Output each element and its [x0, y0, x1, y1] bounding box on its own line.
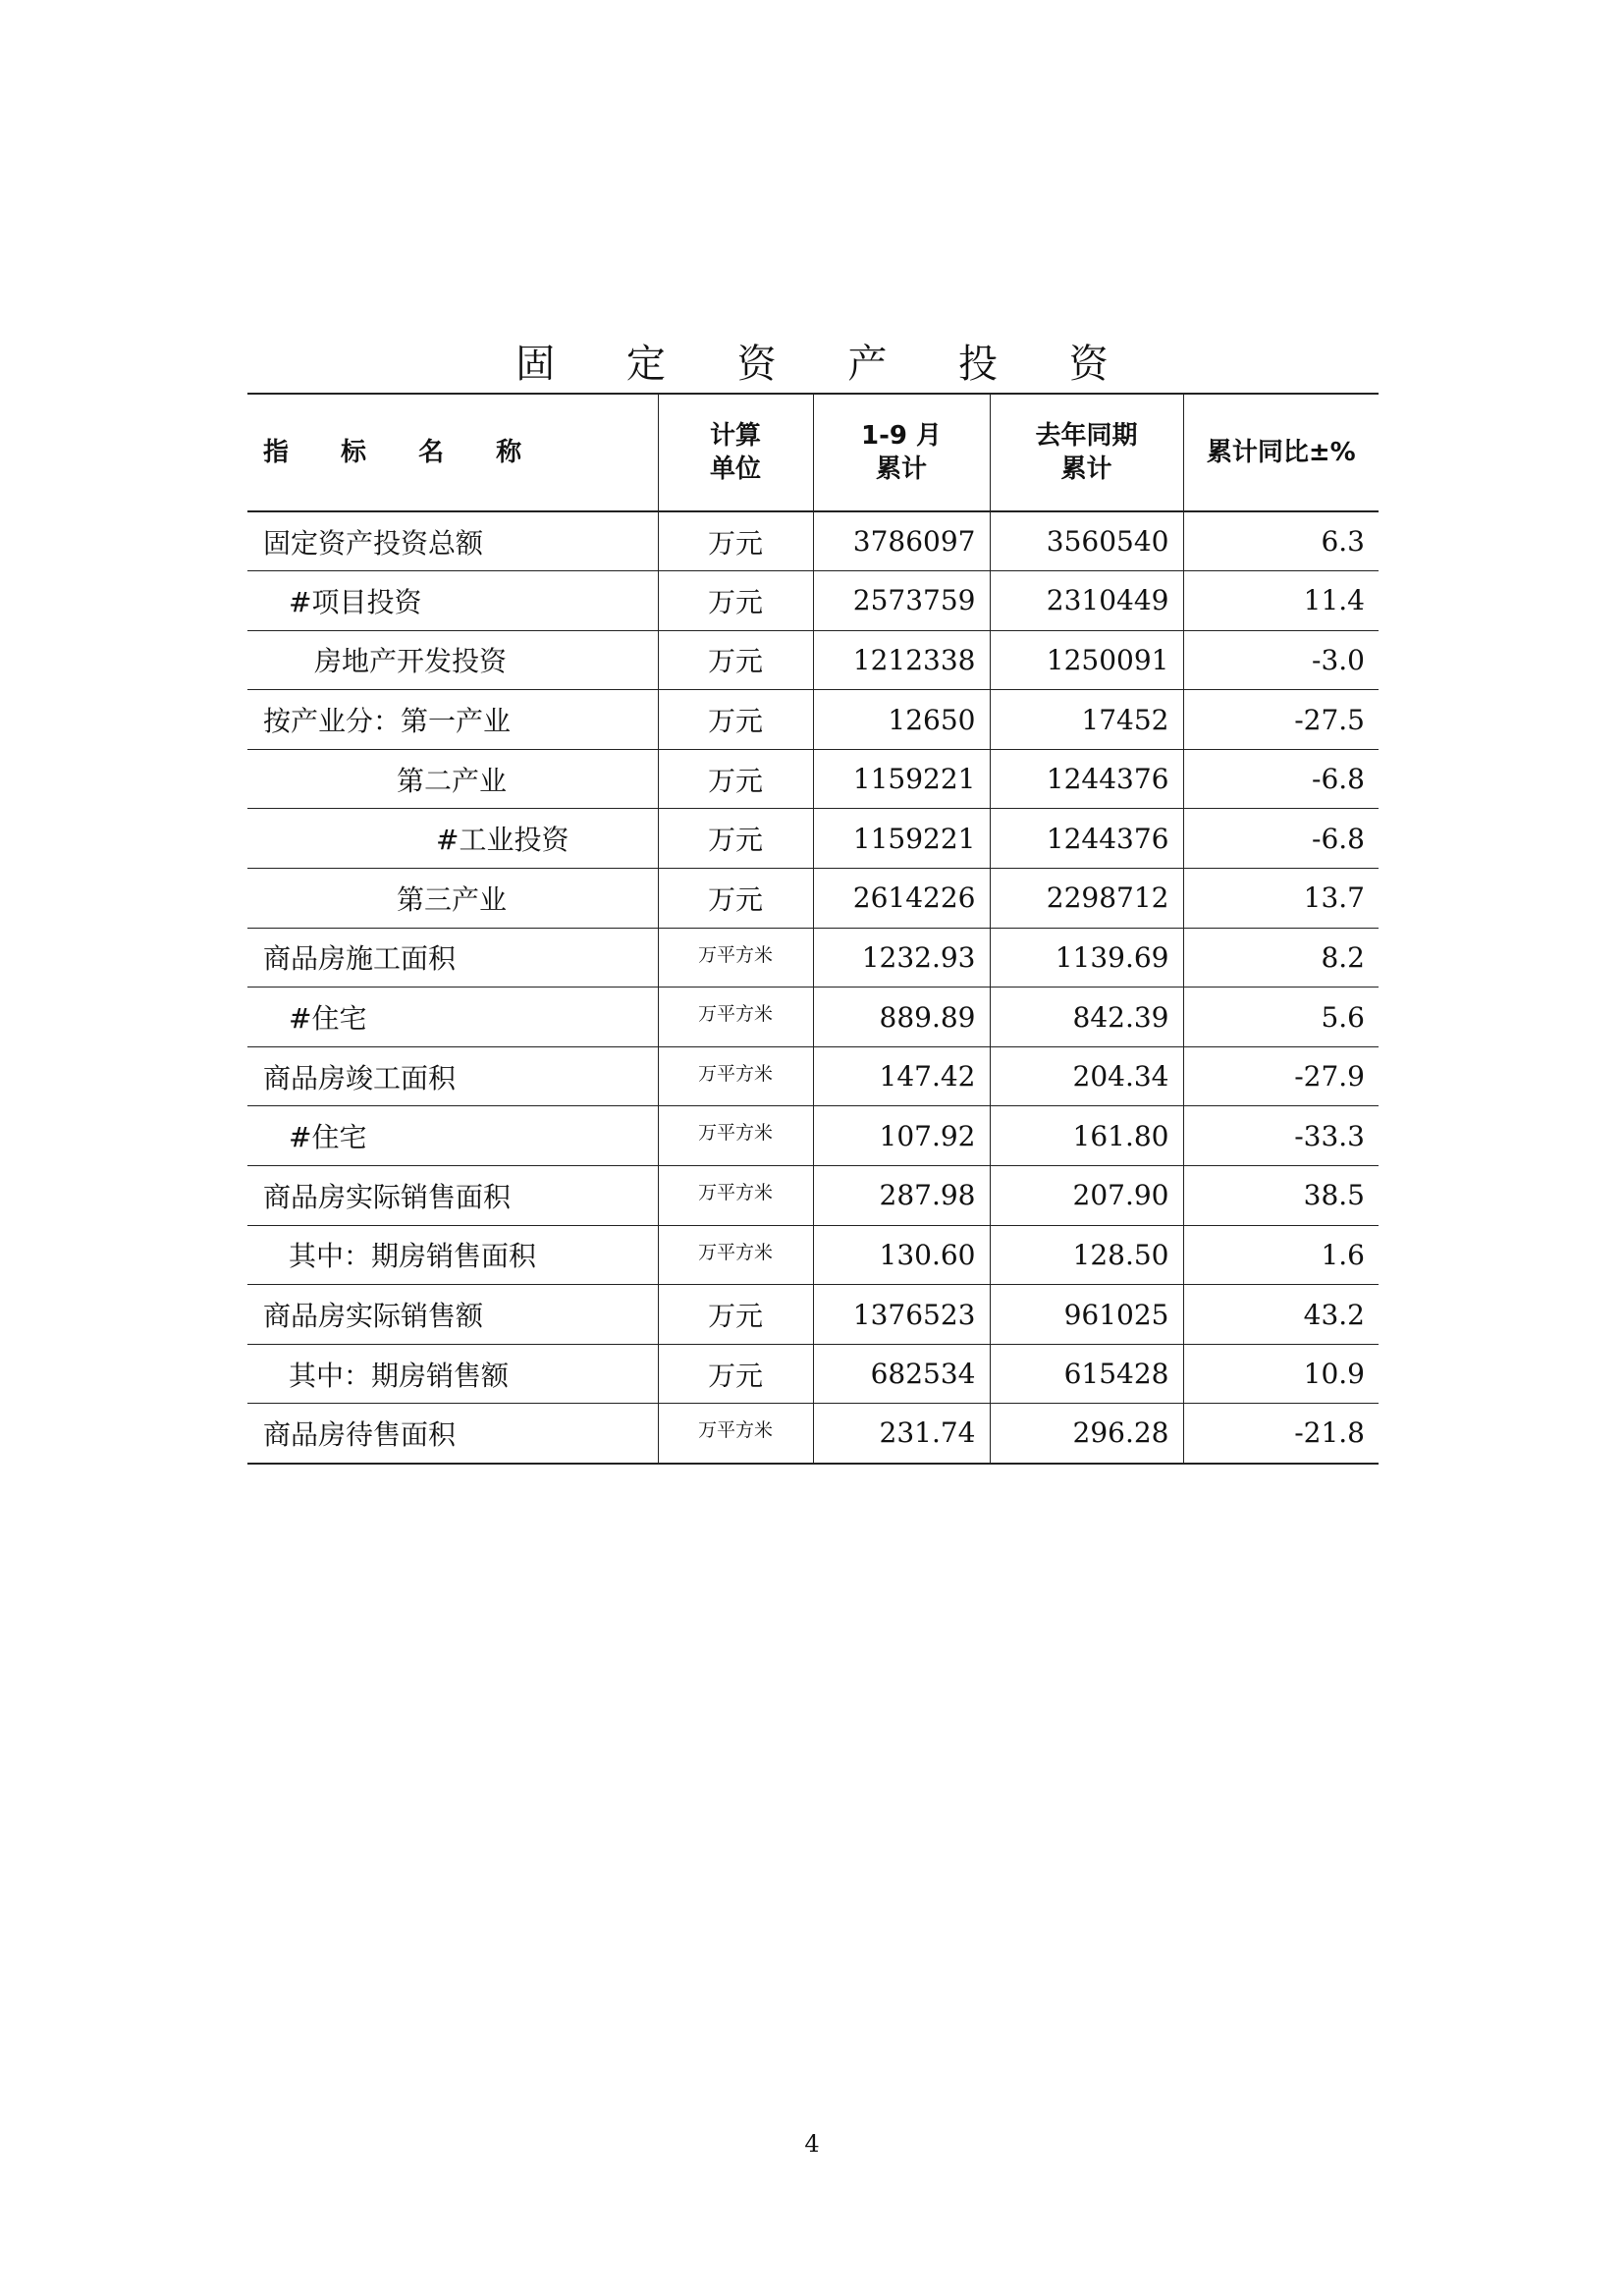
unit-cell: 万平方米: [658, 1225, 813, 1285]
previous-value: 207.90: [990, 1166, 1183, 1226]
yoy-change-value: 38.5: [1183, 1166, 1379, 1226]
yoy-change-value: -3.0: [1183, 630, 1379, 690]
previous-value: 2298712: [990, 869, 1183, 929]
yoy-change-value: 1.6: [1183, 1225, 1379, 1285]
indicator-name: 第三产业: [397, 882, 508, 916]
previous-value: 3560540: [990, 511, 1183, 571]
table-row: [247, 1285, 1379, 1345]
unit-cell: 万平方米: [658, 1106, 813, 1166]
current-value: 107.92: [813, 1106, 990, 1166]
unit-cell: 万元: [658, 690, 813, 750]
previous-value: 161.80: [990, 1106, 1183, 1166]
current-value: 2614226: [813, 869, 990, 929]
indicator-name: #住宅: [289, 1002, 367, 1036]
current-value: 287.98: [813, 1166, 990, 1226]
indicator-name: 商品房实际销售面积: [263, 1180, 512, 1213]
indicator-name: #项目投资: [289, 585, 422, 618]
indicator-name: 商品房待售面积: [263, 1417, 457, 1451]
current-value: 1212338: [813, 630, 990, 690]
header-previous-line2: 累计: [1060, 454, 1112, 484]
header-indicator-name: 指 标 名 称: [263, 438, 544, 467]
previous-value: 128.50: [990, 1225, 1183, 1285]
yoy-change-value: 10.9: [1183, 1344, 1379, 1404]
unit-cell: 万元: [658, 1285, 813, 1345]
header-current-line1: 1-9 月: [860, 421, 943, 451]
current-value: 1232.93: [813, 928, 990, 988]
indicator-name: 其中：期房销售额: [289, 1359, 510, 1392]
unit-cell: 万元: [658, 869, 813, 929]
indicator-name: 固定资产投资总额: [263, 526, 484, 560]
yoy-change-value: -21.8: [1183, 1404, 1379, 1464]
header-current-line2: 累计: [875, 454, 927, 484]
yoy-change-value: 13.7: [1183, 869, 1379, 929]
unit-cell: 万平方米: [658, 1404, 813, 1464]
previous-value: 842.39: [990, 988, 1183, 1047]
yoy-change-value: 43.2: [1183, 1285, 1379, 1345]
yoy-change-value: 6.3: [1183, 511, 1379, 571]
indicator-name: #工业投资: [436, 824, 569, 857]
table-row: [247, 1404, 1379, 1464]
previous-value: 1250091: [990, 630, 1183, 690]
table-row: [247, 809, 1379, 869]
yoy-change-value: -27.5: [1183, 690, 1379, 750]
header-current-period: [813, 394, 990, 511]
yoy-change-value: 11.4: [1183, 571, 1379, 631]
previous-value: 17452: [990, 690, 1183, 750]
unit-cell: 万元: [658, 809, 813, 869]
table-row: [247, 571, 1379, 631]
table-header-row: [247, 394, 1379, 511]
current-value: 12650: [813, 690, 990, 750]
table-row: [247, 1225, 1379, 1285]
current-value: 889.89: [813, 988, 990, 1047]
current-value: 231.74: [813, 1404, 990, 1464]
table-row: [247, 869, 1379, 929]
indicator-name: 第二产业: [397, 764, 508, 797]
previous-value: 2310449: [990, 571, 1183, 631]
table-row: [247, 511, 1379, 571]
yoy-change-value: -6.8: [1183, 809, 1379, 869]
previous-value: 1244376: [990, 749, 1183, 809]
indicator-name: 房地产开发投资: [314, 645, 508, 678]
previous-value: 1244376: [990, 809, 1183, 869]
header-previous-period: [990, 394, 1183, 511]
header-previous-line1: 去年同期: [1035, 421, 1138, 451]
unit-cell: 万元: [658, 511, 813, 571]
current-value: 3786097: [813, 511, 990, 571]
header-yoy-change: 累计同比±%: [1183, 394, 1379, 511]
table-row: [247, 630, 1379, 690]
current-value: 1159221: [813, 749, 990, 809]
table-row: [247, 690, 1379, 750]
header-unit: [658, 394, 813, 511]
previous-value: 1139.69: [990, 928, 1183, 988]
yoy-change-value: 8.2: [1183, 928, 1379, 988]
indicator-name: 其中：期房销售面积: [289, 1240, 537, 1273]
previous-value: 296.28: [990, 1404, 1183, 1464]
indicator-name: 商品房竣工面积: [263, 1061, 457, 1095]
table-row: [247, 928, 1379, 988]
indicator-name: #住宅: [289, 1121, 367, 1154]
unit-cell: 万元: [658, 571, 813, 631]
unit-cell: 万元: [658, 1344, 813, 1404]
yoy-change-value: 5.6: [1183, 988, 1379, 1047]
current-value: 2573759: [813, 571, 990, 631]
unit-cell: 万平方米: [658, 928, 813, 988]
indicator-name: 按产业分：第一产业: [263, 705, 512, 738]
table-row: [247, 749, 1379, 809]
page-title: 固 定 资 产 投 资: [515, 341, 1138, 387]
yoy-change-value: -33.3: [1183, 1106, 1379, 1166]
unit-cell: 万平方米: [658, 1046, 813, 1106]
table-row: [247, 1046, 1379, 1106]
current-value: 130.60: [813, 1225, 990, 1285]
yoy-change-value: -27.9: [1183, 1046, 1379, 1106]
unit-cell: 万平方米: [658, 1166, 813, 1226]
indicator-name: 商品房施工面积: [263, 942, 457, 976]
unit-cell: 万元: [658, 749, 813, 809]
indicator-name: 商品房实际销售额: [263, 1300, 484, 1333]
current-value: 682534: [813, 1344, 990, 1404]
previous-value: 961025: [990, 1285, 1183, 1345]
previous-value: 204.34: [990, 1046, 1183, 1106]
table-row: [247, 1166, 1379, 1226]
table-row: [247, 988, 1379, 1047]
table-row: [247, 1106, 1379, 1166]
current-value: 147.42: [813, 1046, 990, 1106]
investment-table: [247, 393, 1379, 1465]
unit-cell: 万元: [658, 630, 813, 690]
current-value: 1159221: [813, 809, 990, 869]
unit-cell: 万平方米: [658, 988, 813, 1047]
yoy-change-value: -6.8: [1183, 749, 1379, 809]
previous-value: 615428: [990, 1344, 1183, 1404]
header-unit-line2: 单位: [709, 454, 761, 484]
table-row: [247, 1344, 1379, 1404]
header-unit-line1: 计算: [709, 421, 761, 451]
current-value: 1376523: [813, 1285, 990, 1345]
page-number: 4: [804, 2130, 820, 2158]
